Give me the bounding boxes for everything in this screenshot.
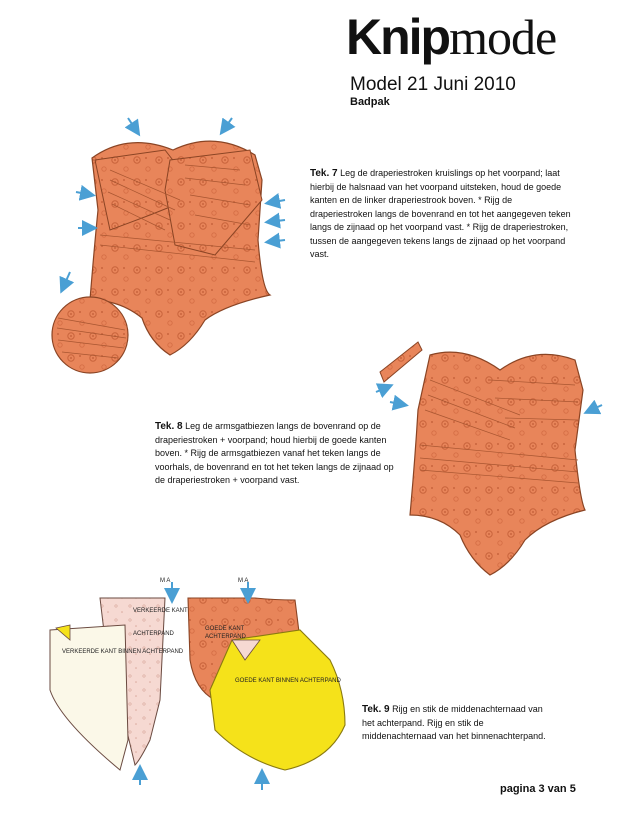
instruction-tek7-text: Leg de draperiestroken kruislings op het voorpand; laat hierbij de halsnaad van het voorpand uitsteken, houd de goede kanten en de linker draperiestrook boven. * Rijg de draperiestroken langs de bovenrand en tot het aangegeven teken langs de zijnaad op het voorpand vast. * Rijg de draperiestroken, tussen de aangegeven tekens langs de zijnaad op het voorpand vast. [310,168,571,259]
figure-tek7 [52,118,285,373]
model-title: Model 21 Juni 2010 [350,74,516,95]
page-indicator: pagina 3 van 5 [500,783,576,795]
instruction-tek7 [310,167,575,262]
label-achterpand: ACHTERPAND [133,631,174,637]
label-verkeerde-kant: VERKEERDE KANT [133,608,188,614]
instruction-tek8-label: Tek. 8 [155,421,183,432]
instruction-tek9-label: Tek. 9 [362,704,390,715]
instruction-tek8 [155,420,400,488]
instruction-tek8-text: Leg de armsgatbiezen langs de bovenrand op de draperiestroken + voorpand; houd hierbij de goede kanten boven. * Rijg de armsgatbiezen vanaf het teken langs de voorhals, de bovenrand en tot het teken langs de zijnaad op de draperiestroken + voorpand vast. [155,421,394,485]
label-verkeerde-kant-binnen: VERKEERDE KANT BINNEN ACHTERPAND [62,649,184,655]
brand-bold: Knip [346,9,450,65]
label-ma-2: M A [238,578,249,584]
instruction-tek9-text: Rijg en stik de middenachternaad van het achterpand. Rijg en stik de middenachternaad van het binnenachterpand. [362,704,546,741]
figure-tek9 [50,578,345,790]
label-goede-kant: GOEDE KANT [205,626,245,632]
subtitle: Badpak [350,96,390,108]
brand-light: mode [449,9,557,65]
label-goede-kant-binnen: GOEDE KANT BINNEN ACHTERPAND [235,678,341,684]
instruction-tek7-label: Tek. 7 [310,168,338,179]
label-achterpand-2: ACHTERPAND [205,634,246,640]
label-ma-1: M A [160,578,171,584]
figure-tek8 [376,342,602,575]
instruction-tek9 [362,703,552,744]
